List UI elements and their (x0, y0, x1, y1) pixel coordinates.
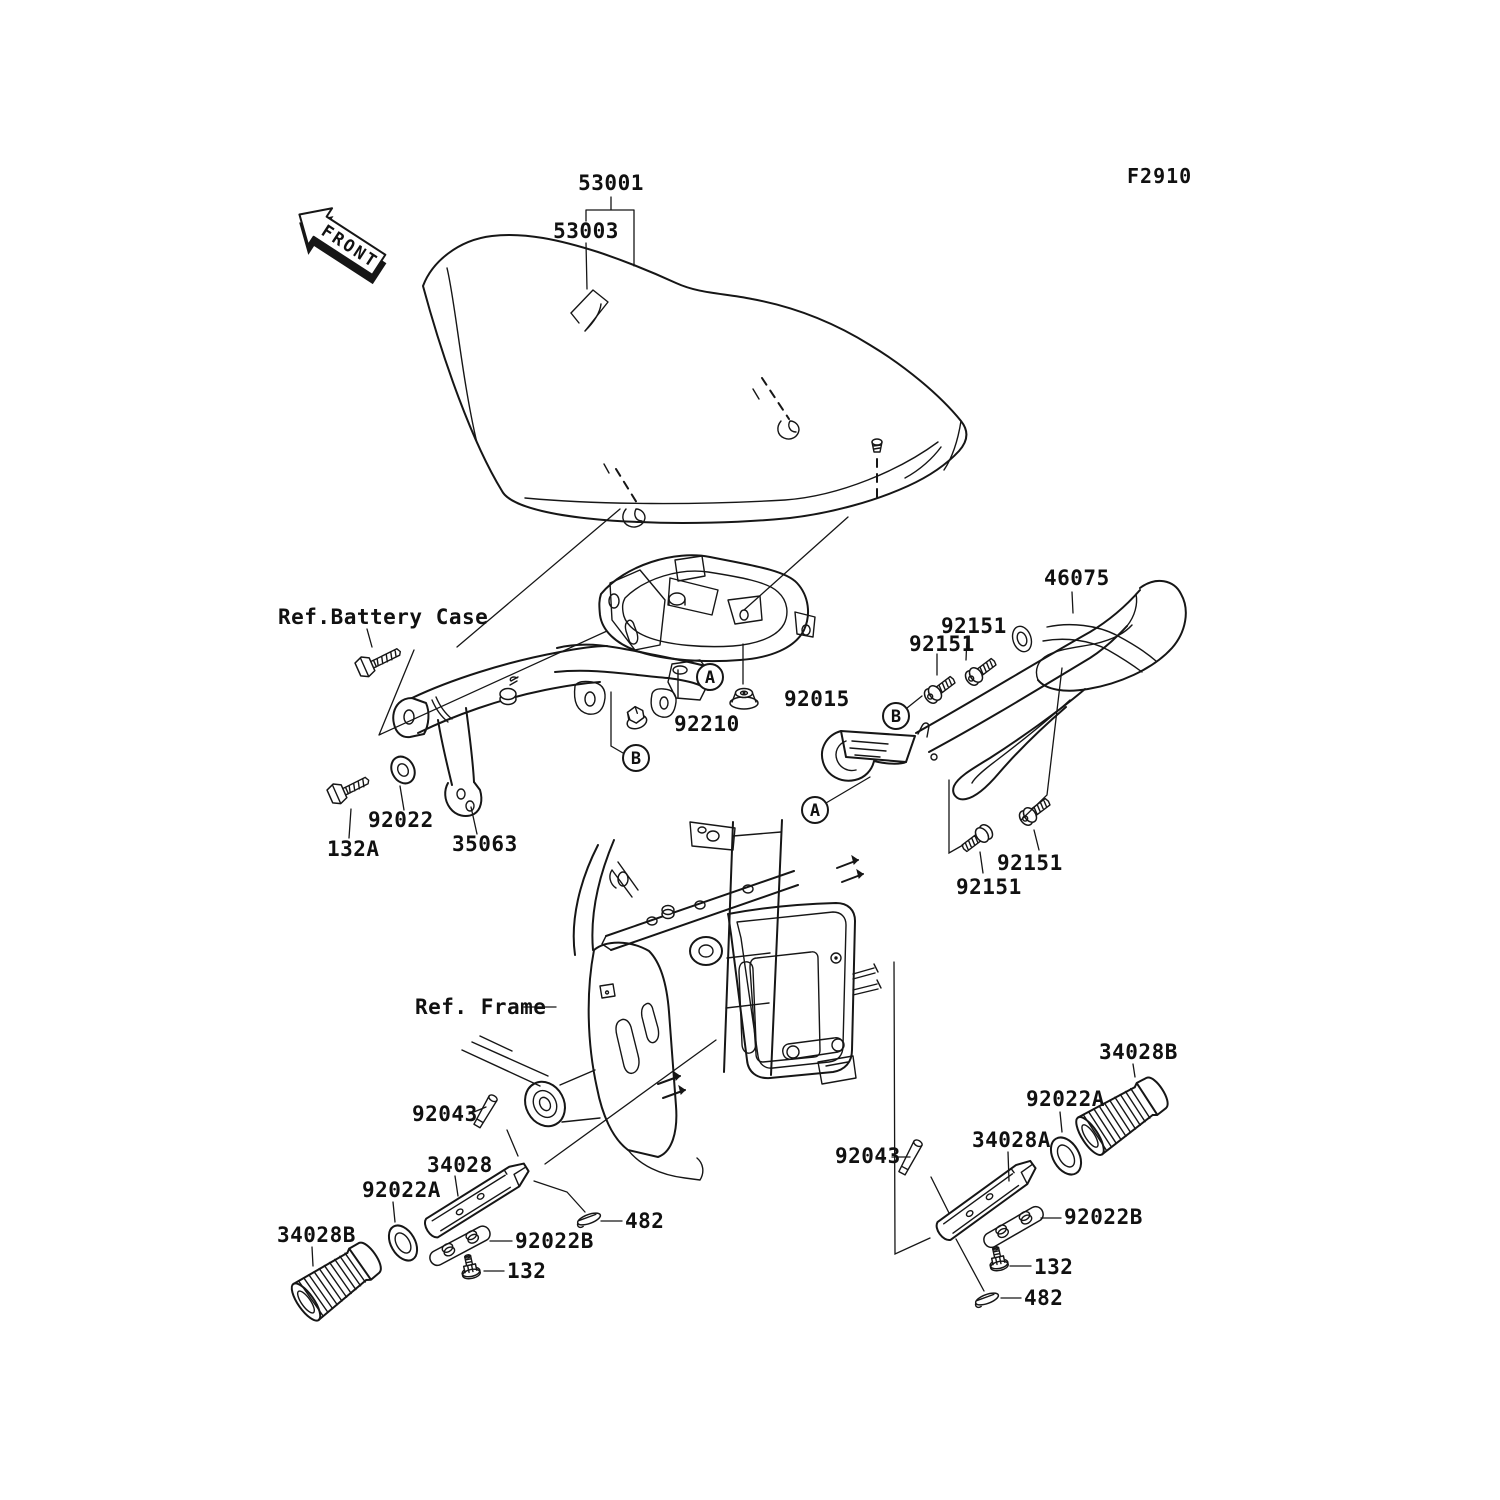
callout-53003: 53003 (553, 219, 619, 243)
svg-text:A: A (809, 801, 821, 821)
bolt-92210 (623, 704, 649, 731)
callout-92043: 92043 (412, 1102, 478, 1126)
callout-482: 482 (625, 1209, 665, 1233)
callout-92151: 92151 (997, 851, 1063, 875)
nut-92015 (730, 689, 758, 710)
callout-92151: 92151 (941, 614, 1007, 638)
footpeg-rubber-34028b (287, 1236, 388, 1325)
svg-text:B: B (630, 749, 642, 769)
bolt-132a (326, 770, 373, 838)
callout-132a: 132A (327, 837, 380, 861)
bolt-132 (459, 1253, 482, 1280)
battery-case-bolt (354, 629, 405, 679)
pin-482 (575, 1211, 602, 1229)
callout-92022a: 92022A (1026, 1087, 1105, 1111)
marker-a-left (697, 664, 723, 690)
callout-53001: 53001 (578, 171, 644, 195)
figure-code: F2910 (1127, 164, 1193, 188)
screw-92151 (959, 822, 995, 855)
callout-35063: 35063 (452, 832, 518, 856)
front-arrow-label: FRONT (317, 221, 382, 273)
callout-92151: 92151 (909, 632, 975, 656)
marker-b-right (883, 703, 909, 729)
callout-92015: 92015 (784, 687, 850, 711)
callout-46075: 46075 (1044, 566, 1110, 590)
marker-a-right (802, 797, 828, 823)
callout-92043: 92043 (835, 1144, 901, 1168)
ref-frame: Ref. Frame (415, 995, 547, 1019)
svg-text:A: A (704, 668, 716, 688)
view-markers (623, 664, 909, 823)
callout-132: 132 (507, 1259, 547, 1283)
callout-34028a: 34028A (972, 1128, 1051, 1152)
bolt-132 (987, 1245, 1010, 1272)
pin-482 (973, 1291, 1000, 1309)
callout-132: 132 (1034, 1255, 1074, 1279)
callout-34028: 34028 (427, 1153, 493, 1177)
callout-482: 482 (1024, 1286, 1064, 1310)
callout-92022b: 92022B (1064, 1205, 1143, 1229)
seat-hook (778, 421, 799, 439)
arm-nut (500, 677, 518, 705)
callout-92022a: 92022A (362, 1178, 441, 1202)
callout-92210: 92210 (674, 712, 740, 736)
screw-92151 (963, 655, 999, 688)
callout-92151: 92151 (956, 875, 1022, 899)
callout-92022: 92022 (368, 808, 434, 832)
right-footpeg-leader (894, 962, 930, 1254)
left-footpeg-group (287, 1094, 622, 1325)
seat-53001 (423, 235, 966, 527)
washer-92022 (387, 752, 420, 810)
leader-35063 (471, 807, 477, 834)
front-direction-icon (284, 195, 395, 292)
brace-nut (662, 906, 674, 919)
grab-rail-bracket-35063 (393, 555, 815, 816)
callout-lines-seat (586, 197, 634, 289)
callout-34028b: 34028B (277, 1223, 356, 1247)
seat-hook (623, 509, 645, 527)
callout-34028b: 34028B (1099, 1040, 1178, 1064)
ref-battery-case: Ref.Battery Case (278, 605, 489, 629)
seat-band-53003 (571, 290, 608, 331)
footpeg-rubber-34028b (1071, 1071, 1174, 1159)
callout-92022b: 92022B (515, 1229, 594, 1253)
frame-reference (462, 820, 930, 1254)
svg-text:B: B (890, 707, 902, 727)
left-footpeg-leader (545, 1040, 716, 1164)
screw-92151 (1017, 795, 1053, 828)
marker-b-left (623, 745, 649, 771)
screw-92151 (922, 673, 958, 706)
seat-screw (872, 439, 882, 504)
